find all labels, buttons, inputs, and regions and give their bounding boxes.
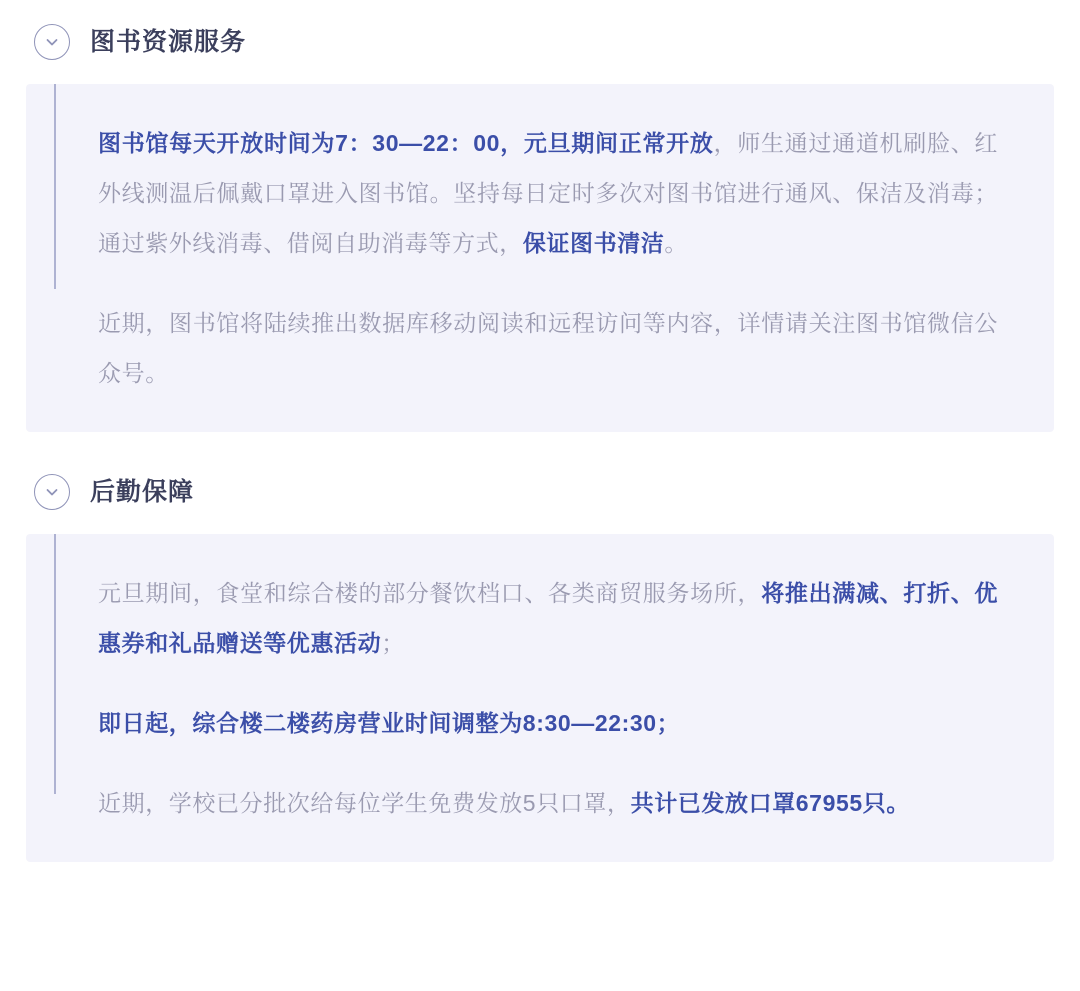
section-library-resource-service [26, 18, 1054, 432]
section-header[interactable] [34, 468, 1054, 516]
paragraph [98, 778, 998, 828]
paragraph [98, 698, 998, 748]
body-text: ，师生通过通道机刷脸、红外线测温后佩戴口罩进入图书馆。坚持每日定时多次对图书馆进行通风、保洁及消毒；通过紫外线消毒、借阅自助消毒等方式， [98, 130, 998, 256]
section-logistics-support [26, 468, 1054, 862]
highlight-text: 将推出满减、打折、优惠券和礼品赠送等优惠活动 [98, 580, 998, 656]
paragraph [98, 568, 998, 668]
section-header[interactable] [34, 18, 1054, 66]
highlight-text: 即日起，综合楼二楼药房营业时间调整为8:30—22:30； [98, 710, 681, 736]
body-text: 。 [664, 230, 689, 256]
section-title: 图书资源服务 [90, 27, 247, 56]
vertical-rule [54, 84, 56, 289]
highlight-text: 共计已发放口罩67955只。 [630, 790, 910, 816]
section-content-panel [26, 534, 1054, 862]
body-text: 近期，图书馆将陆续推出数据库移动阅读和远程访问等内容，详情请关注图书馆微信公众号。 [98, 310, 998, 386]
body-text: 近期，学校已分批次给每位学生免费发放5只口罩， [98, 790, 631, 816]
highlight-text: 图书馆每天开放时间为7：30—22：00，元旦期间正常开放 [98, 130, 714, 156]
body-text: 元旦期间，食堂和综合楼的部分餐饮档口、各类商贸服务场所， [98, 580, 762, 606]
chevron-down-icon[interactable] [34, 474, 70, 510]
paragraph [98, 298, 998, 398]
chevron-down-icon[interactable] [34, 24, 70, 60]
vertical-rule [54, 534, 56, 794]
body-text: ； [381, 630, 405, 656]
paragraph [98, 118, 998, 268]
section-title: 后勤保障 [90, 477, 195, 506]
section-content-panel [26, 84, 1054, 432]
highlight-text: 保证图书清洁 [522, 230, 665, 256]
